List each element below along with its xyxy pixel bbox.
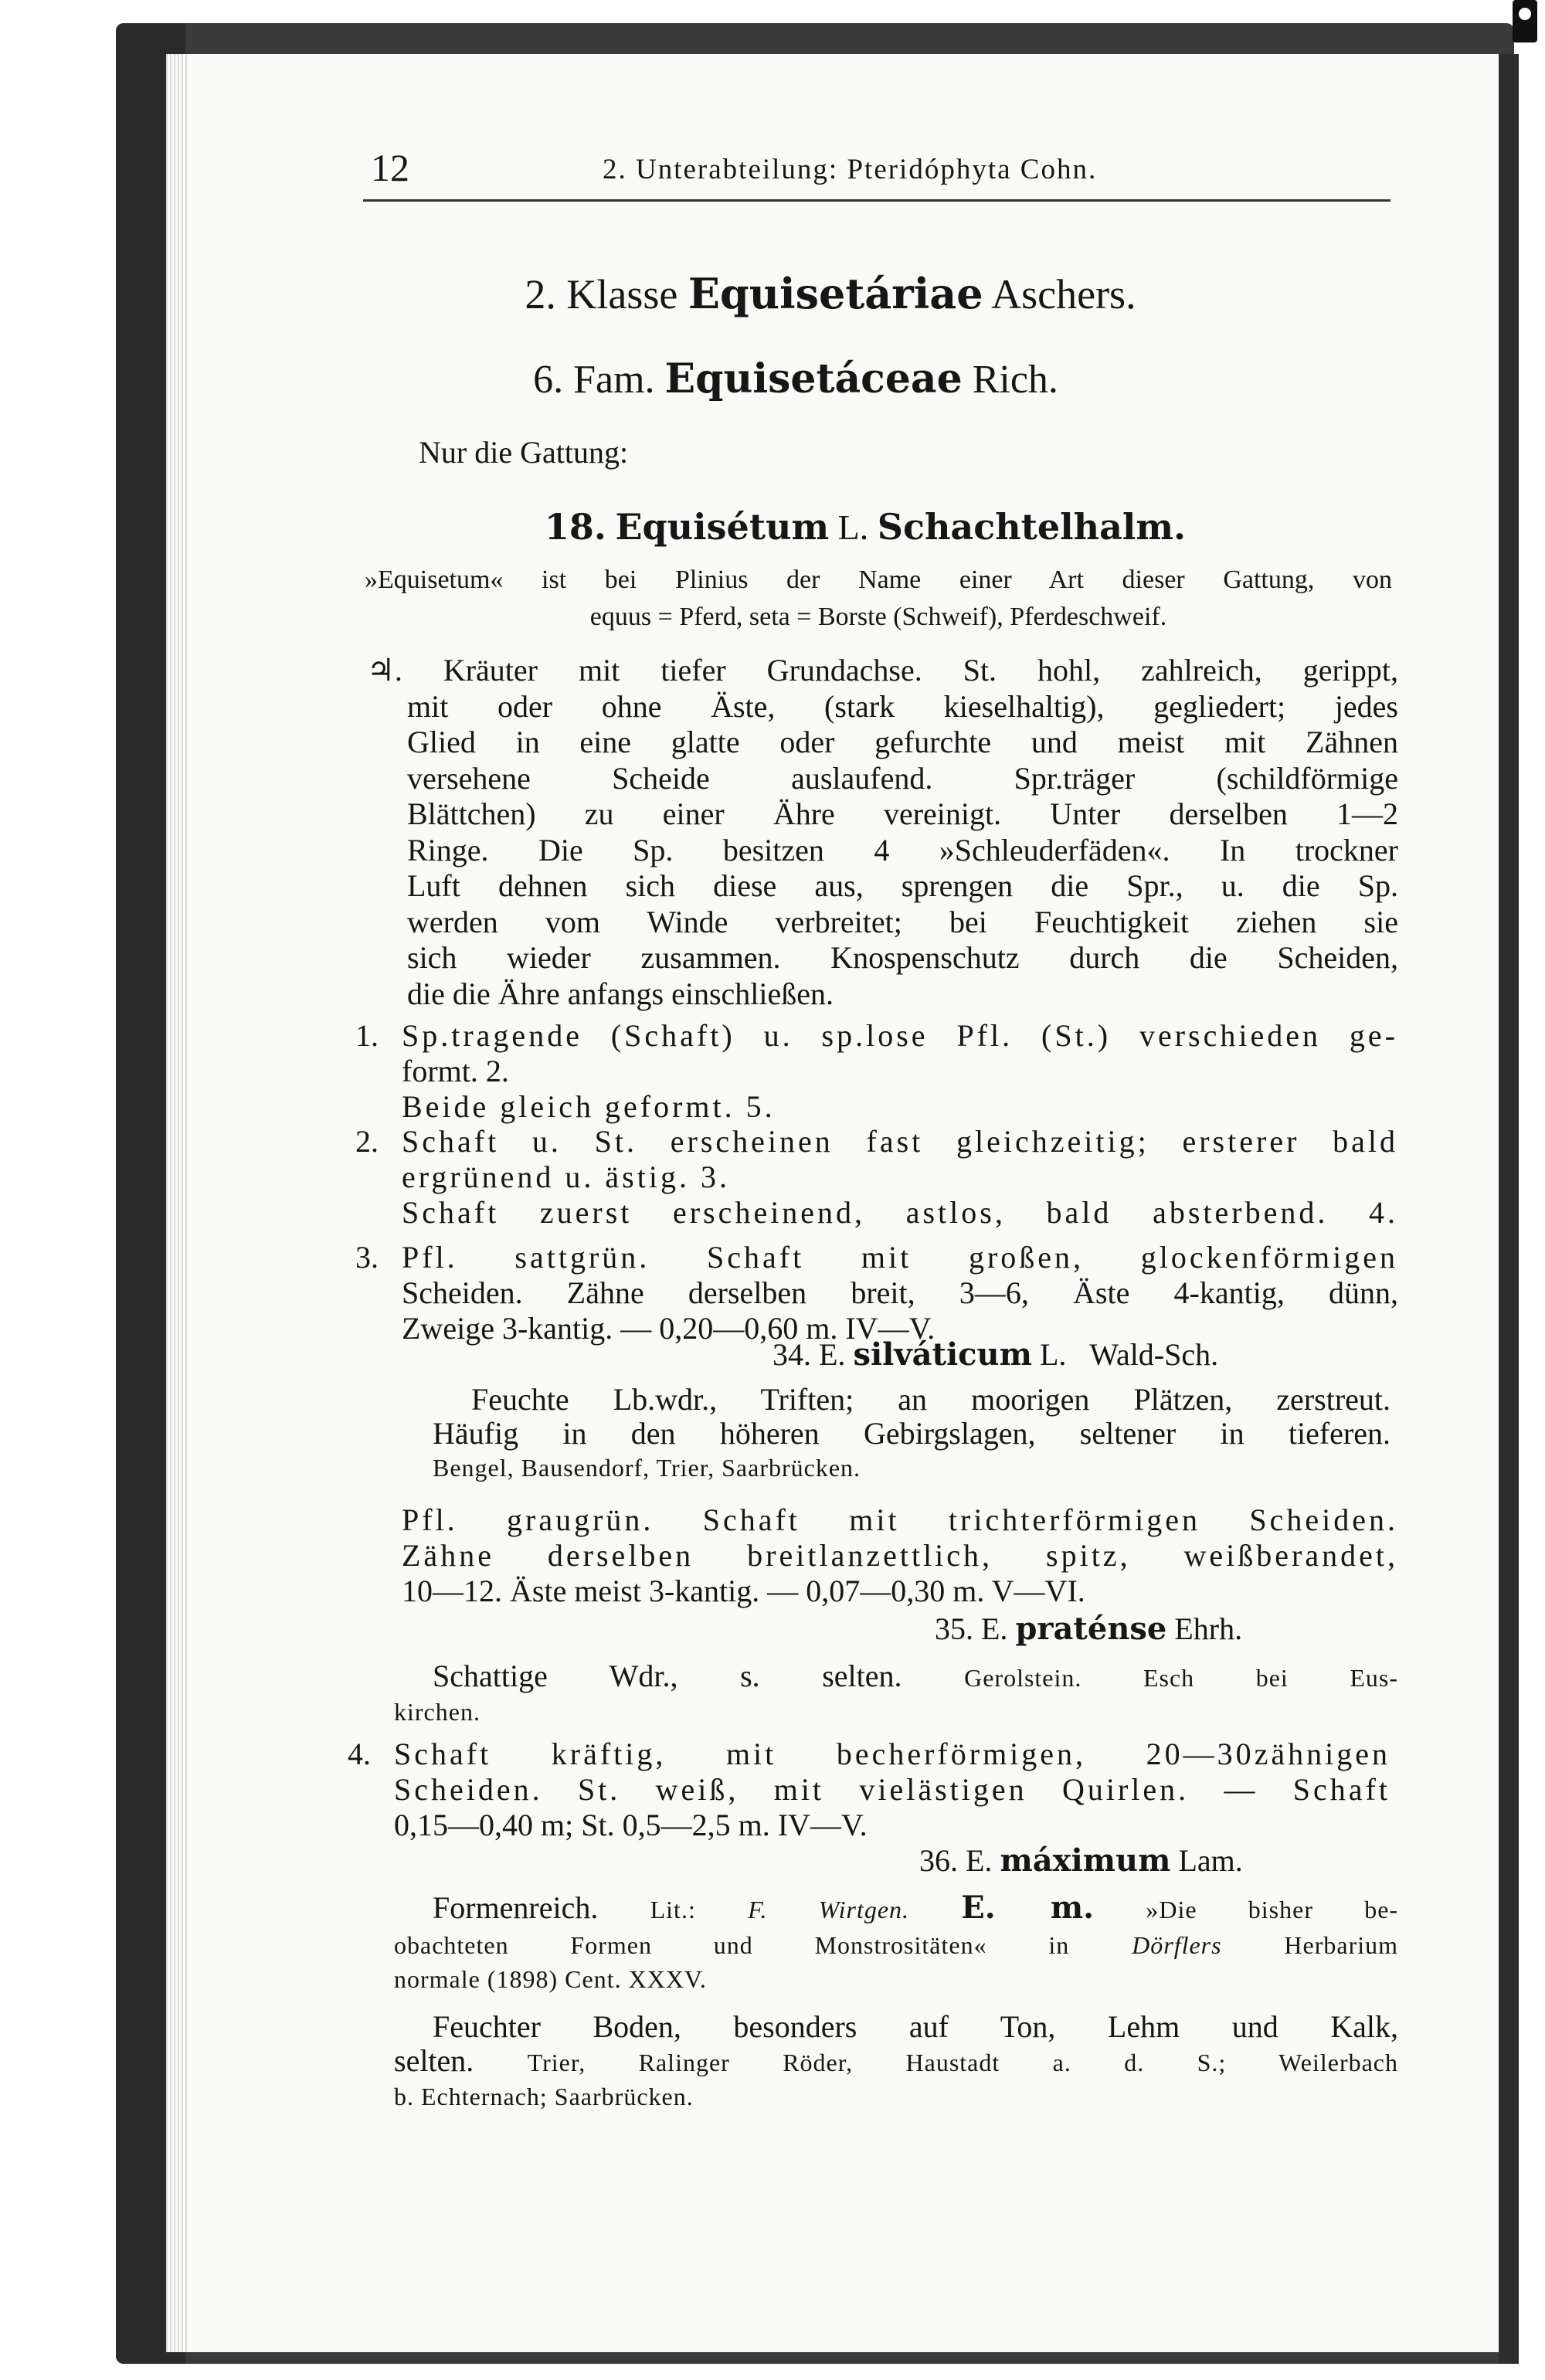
species-36-localities: Trier, Ralinger Röder, Haustadt a. d. S.; Weilerbach [527,2049,1399,2076]
genus-common-name: Schachtelhalm. [877,506,1187,548]
key-couplet-3: 3. Pfl. sattgrün. Schaft mit großen, glockenförmigen Scheiden. Zähne derselben breit, 3—6, Äste 4-kantig, dünn, Zweige 3-kantig. — 0,20—0,60 m. IV—V. [355,1240,1398,1346]
etymology: »Equisetum« ist bei Plinius der Name einer Art dieser Gattung, von equus = Pferd, seta = Borste (Schweif), Pferdeschweif. [365,565,1392,631]
key-couplet-4: 4. Schaft kräftig, mit becherförmigen, 20—30zähnigen Scheiden. St. weiß, mit vielästigen Quirlen. — Schaft 0,15—0,40 m; St. 0,5—2,5 m. IV—V. [348,1737,1390,1842]
species-36-notes: Formenreich. Lit.: F. Wirtgen. E. m. »Die bisher be- obachteten Formen und Monstrositäten« in Dörflers Herbarium normale (1898) Cent. XXXV. [394,1889,1399,1993]
running-title: 2. Unterabteilung: Pteridóphyta Cohn. [603,154,1098,185]
class-name: Equisetáriae [688,269,983,318]
genus-name: Equisétum [615,506,830,548]
species-name: praténse [1015,1611,1167,1647]
genus-description: ♃. Kräuter mit tiefer Grundachse. St. hohl, zahlreich, gerippt, mit oder ohne Äste, (stark kieselhaltig), gegliedert; jedes Glied in eine glatte oder gefurchte und meist mit Zähnen versehene Scheide auslaufend. Spr.träger (schildförmige Blättchen) zu einer Ähre vereinigt. Unter derselben 1—2 Ringe. Die Sp. besitzen 4 »Schleuderfäden«. In trockner Luft dehnen sich diese aus, sprengen die Spr., u. die Sp. werden vom Winde verbreitet; bei Feuchtigkeit ziehen sie sich wieder zusammen. Knospenschutz durch die Scheiden, die die Ähre anfangs einschließen. [367,653,1398,1011]
species-name: silváticum [853,1336,1032,1373]
species-heading-34: 34. E. silváticum L. Wald-Sch. [772,1336,1219,1373]
genus-heading: 18. Equisétum L. Schachtelhalm. [544,506,1187,548]
scan-corner-marker-icon [1513,0,1537,42]
species-34-localities: Bengel, Bausendorf, Trier, Saarbrücken. [433,1454,861,1482]
family-heading: 6. Fam. Equisetáceae Rich. [533,355,1058,402]
intro-text: Nur die Gattung: [419,435,629,470]
running-header [0,139,1545,201]
species-35-habitat: Schattige Wdr., s. selten. Gerolstein. Esch bei Eus- kirchen. [394,1659,1399,1726]
species-heading-35: 35. E. praténse Ehrh. [935,1611,1243,1647]
species-heading-36: 36. E. máximum Lam. [919,1842,1243,1879]
species-35-localities: Gerolstein. Esch bei Eus- [964,1664,1399,1692]
family-name: Equisetáceae [664,355,963,402]
class-heading: 2. Klasse Equisetáriae Aschers. [525,269,1136,318]
header-rule [363,199,1390,202]
species-34-habitat: Feuchte Lb.wdr., Triften; an moorigen Plätzen, zerstreut. Häufig in den höheren Gebirgslagen, seltener in tieferen. Bengel, Bausendorf, Trier, Saarbrücken. [394,1383,1390,1485]
page-number: 12 [371,146,409,189]
key-couplet-3-alt: Pfl. graugrün. Schaft mit trichterförmigen Scheiden. Zähne derselben breitlanzettlich, spitz, weißberandet, 10—12. Äste meist 3-kantig. — 0,07—0,30 m. V—VI. [402,1502,1398,1608]
species-name: máximum [1000,1842,1171,1879]
key-couplet-2: 2. Schaft u. St. erscheinen fast gleichzeitig; ersterer bald ergrünend u. ästig. 3. Schaft zuerst erscheinend, astlos, bald absterbend. 4. [355,1124,1398,1230]
key-couplet-1: 1. Sp.tragende (Schaft) u. sp.lose Pfl. (St.) verschieden ge- formt. 2. Beide gleich geformt. 5. [355,1018,1398,1124]
species-36-habitat: Feuchter Boden, besonders auf Ton, Lehm und Kalk, selten. Trier, Ralinger Röder, Haustadt a. d. S.; Weilerbach b. Echternach; Saarbrücken. [394,2009,1399,2110]
